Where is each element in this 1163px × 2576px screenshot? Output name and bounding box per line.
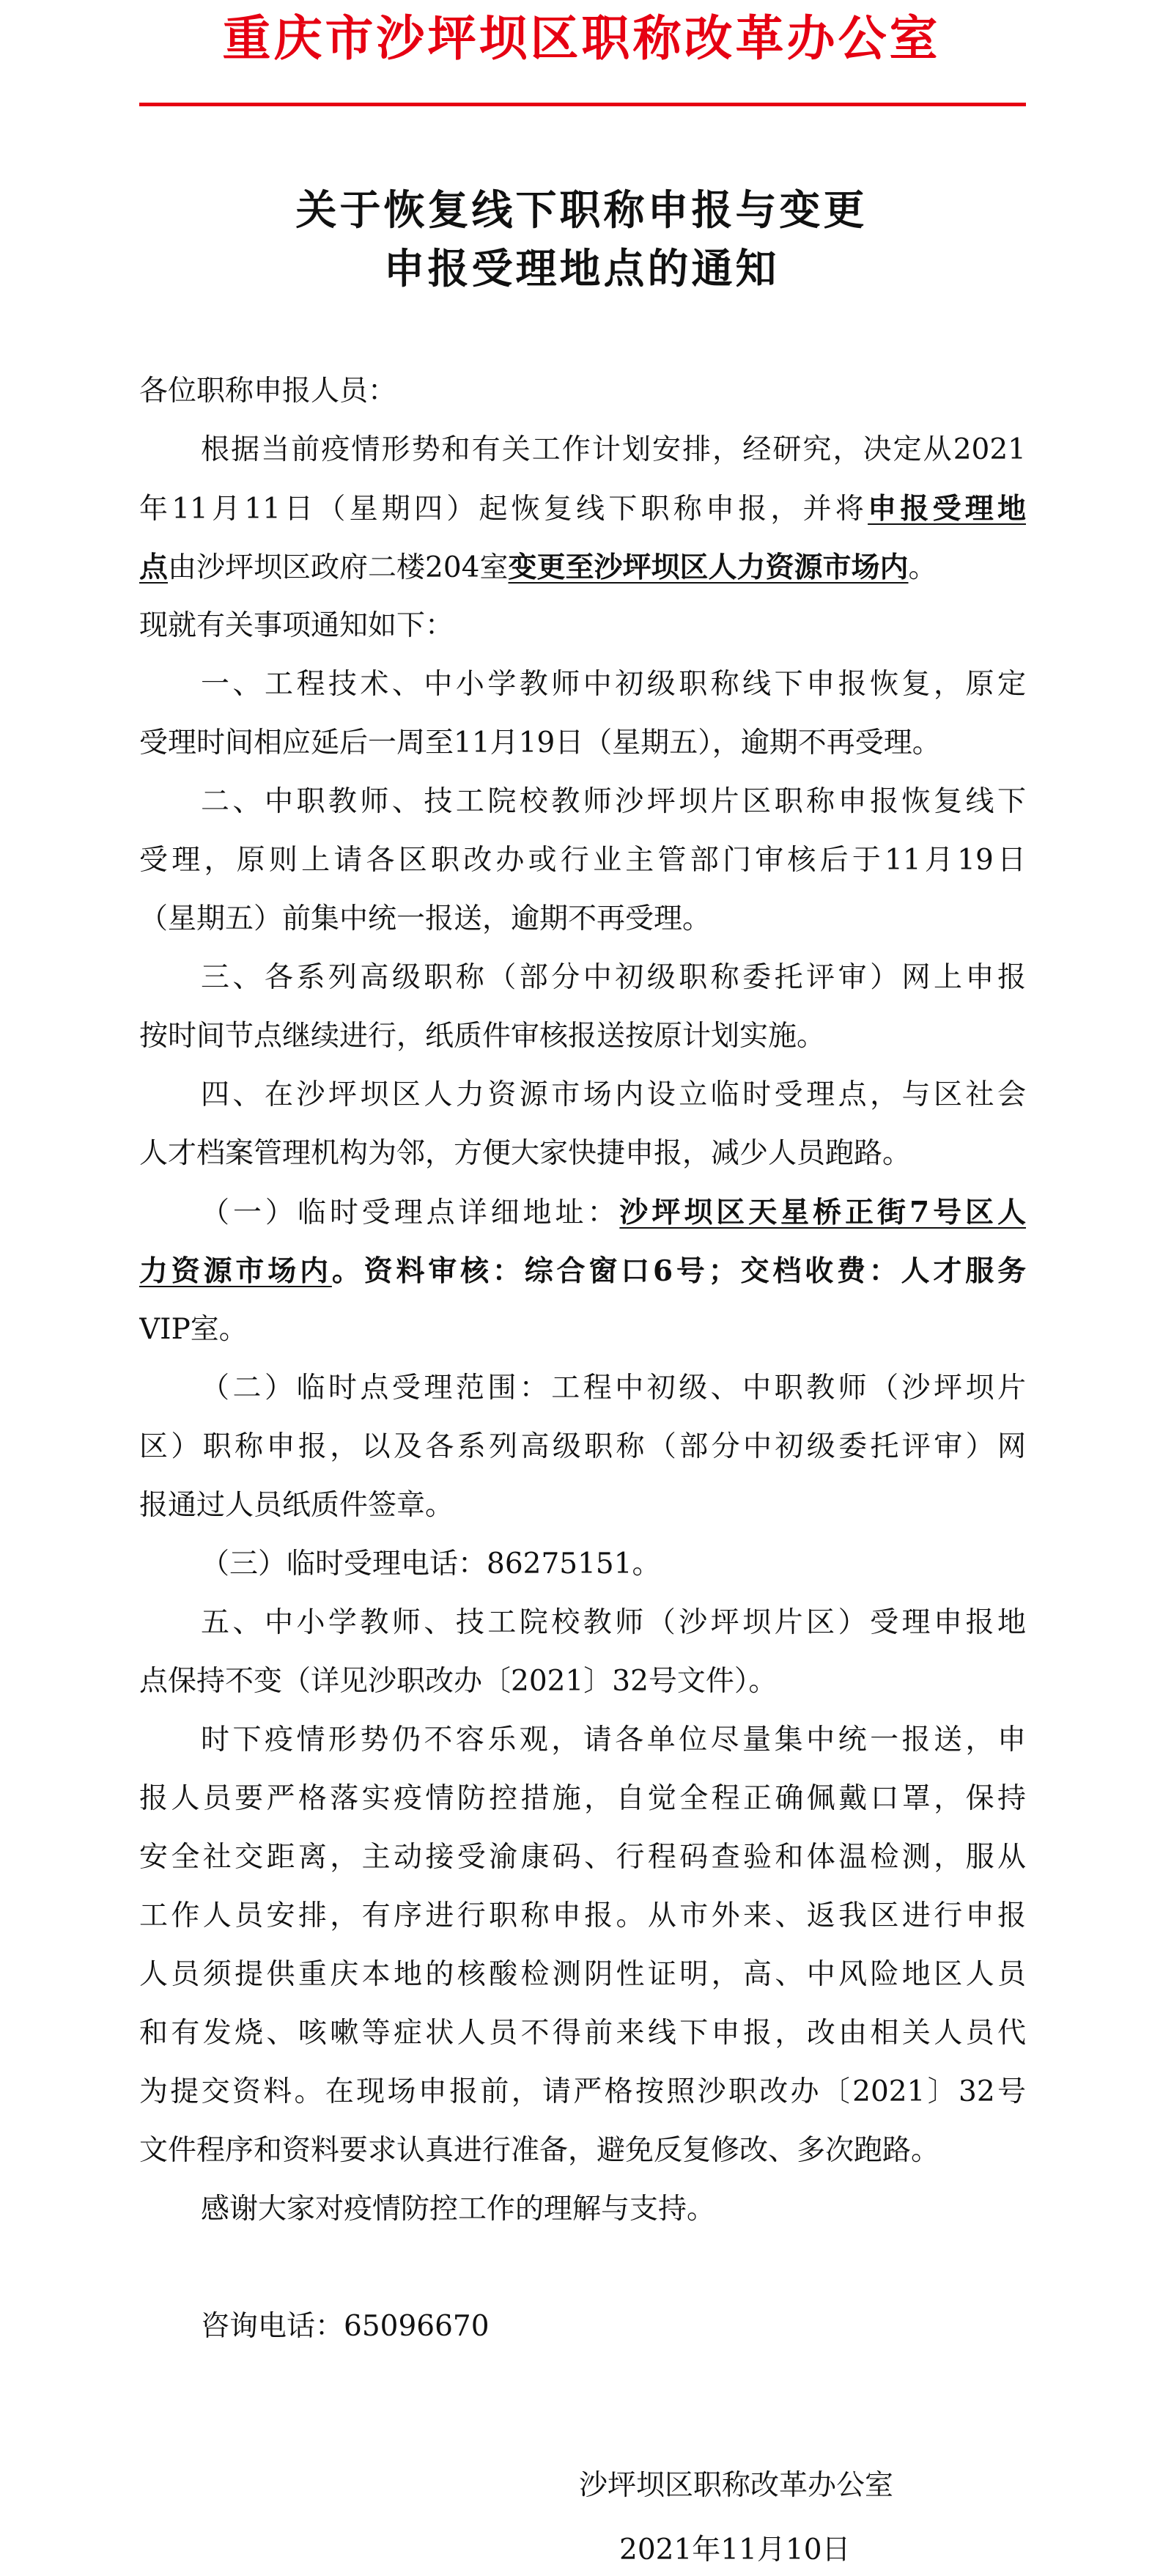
highlight-acceptance-location-end: 点: [139, 551, 169, 584]
closing-line-3: 安全社交距离，主动接受渝康码、行程码查验和体温检测，服从: [139, 1841, 1026, 1874]
highlight-new-location: 变更至沙坪坝区人力资源市场内: [508, 551, 909, 584]
sub-item-1-line-2: [139, 1252, 1026, 1290]
paragraph-1-text: 年11月11日（星期四）起恢复线下职称申报，并将: [139, 493, 868, 526]
notice-title-line-2: 申报受理地点的通知: [383, 245, 780, 293]
item-5-line-1: 五、中小学教师、技工院校教师（沙坪坝片区）受理申报地: [201, 1606, 1026, 1639]
item-2-line-1: 二、中职教师、技工院校教师沙坪坝片区职称申报恢复线下: [201, 785, 1026, 818]
closing-line-5: 人员须提供重庆本地的核酸检测阴性证明，高、中风险地区人员: [139, 1958, 1026, 1991]
paragraph-1-line-3: [139, 548, 1026, 587]
item-3-line-2: 按时间节点继续进行，纸质件审核报送按原计划实施。: [139, 1020, 826, 1053]
signature-org: 沙坪坝区职称改革办公室: [579, 2469, 894, 2502]
signature-date: 2021年11月10日: [619, 2533, 851, 2566]
closing-line-2: 报人员要严格落实疫情防控措施，自觉全程正确佩戴口罩，保持: [139, 1782, 1026, 1815]
sub-item-1-line-1: [139, 1193, 1026, 1232]
sub-item-3-line-1: （三）临时受理电话：86275151。: [201, 1548, 661, 1580]
closing-line-7: 为提交资料。在现场申报前，请严格按照沙职改办〔2021〕32号: [139, 2075, 1026, 2108]
sub-item-1-line-3: VIP室。: [139, 1313, 248, 1346]
sub-item-2-line-3: 报通过人员纸质件签章。: [139, 1489, 454, 1522]
paragraph-1-line-4: 现就有关事项通知如下：: [139, 609, 454, 642]
paragraph-1-line-2: [139, 490, 1026, 529]
paragraph-1-text: 由沙坪坝区政府二楼204室: [168, 551, 509, 584]
item-1-line-2: 受理时间相应延后一周至11月19日（星期五），逾期不再受理。: [139, 726, 941, 759]
highlight-temporary-address: 沙坪坝区天星桥正街7号区人: [619, 1196, 1026, 1229]
highlight-temporary-address-end: 力资源市场内: [139, 1254, 332, 1288]
closing-line-8: 文件程序和资料要求认真进行准备，避免反复修改、多次跑路。: [139, 2134, 940, 2167]
contact-phone: 咨询电话：65096670: [201, 2310, 490, 2343]
salutation: 各位职称申报人员：: [139, 375, 397, 408]
item-2-line-2: 受理，原则上请各区职改办或行业主管部门审核后于11月19日: [139, 844, 1026, 877]
masthead-red-rule: [139, 103, 1026, 106]
paragraph-1-text: 。: [908, 551, 937, 584]
masthead-org-name: 重庆市沙坪坝区职称改革办公室: [222, 10, 941, 67]
paragraph-1-line-1: 根据当前疫情形势和有关工作计划安排，经研究，决定从2021: [201, 433, 1026, 466]
item-5-line-2: 点保持不变（详见沙职改办〔2021〕32号文件）。: [139, 1665, 778, 1698]
item-3-line-1: 三、各系列高级职称（部分中初级职称委托评审）网上申报: [201, 961, 1026, 994]
item-2-line-3: （星期五）前集中统一报送，逾期不再受理。: [139, 902, 712, 935]
item-1-line-1: 一、工程技术、中小学教师中初级职称线下申报恢复，原定: [201, 668, 1026, 701]
item-4-line-2: 人才档案管理机构为邻，方便大家快捷申报，减少人员跑路。: [139, 1137, 912, 1170]
sub-item-2-line-2: 区）职称申报，以及各系列高级职称（部分中初级委托评审）网: [139, 1430, 1026, 1463]
closing-line-4: 工作人员安排，有序进行职称申报。从市外来、返我区进行申报: [139, 1899, 1026, 1932]
thanks-line: 感谢大家对疫情防控工作的理解与支持。: [201, 2193, 716, 2226]
closing-line-1: 时下疫情形势仍不容乐观，请各单位尽量集中统一报送，申: [201, 1723, 1026, 1756]
closing-line-6: 和有发烧、咳嗽等症状人员不得前来线下申报，改由相关人员代: [139, 2017, 1026, 2050]
item-4-line-1: 四、在沙坪坝区人力资源市场内设立临时受理点，与区社会: [201, 1078, 1026, 1111]
sub-item-1-label: （一）临时受理点详细地址：: [201, 1196, 620, 1229]
sub-item-1-windows: 。资料审核：综合窗口6号；交档收费：人才服务: [331, 1254, 1026, 1288]
highlight-acceptance-location: 申报受理地: [868, 492, 1026, 526]
sub-item-2-line-1: （二）临时点受理范围：工程中初级、中职教师（沙坪坝片: [201, 1372, 1026, 1405]
notice-title-line-1: 关于恢复线下职称申报与变更: [295, 186, 868, 235]
